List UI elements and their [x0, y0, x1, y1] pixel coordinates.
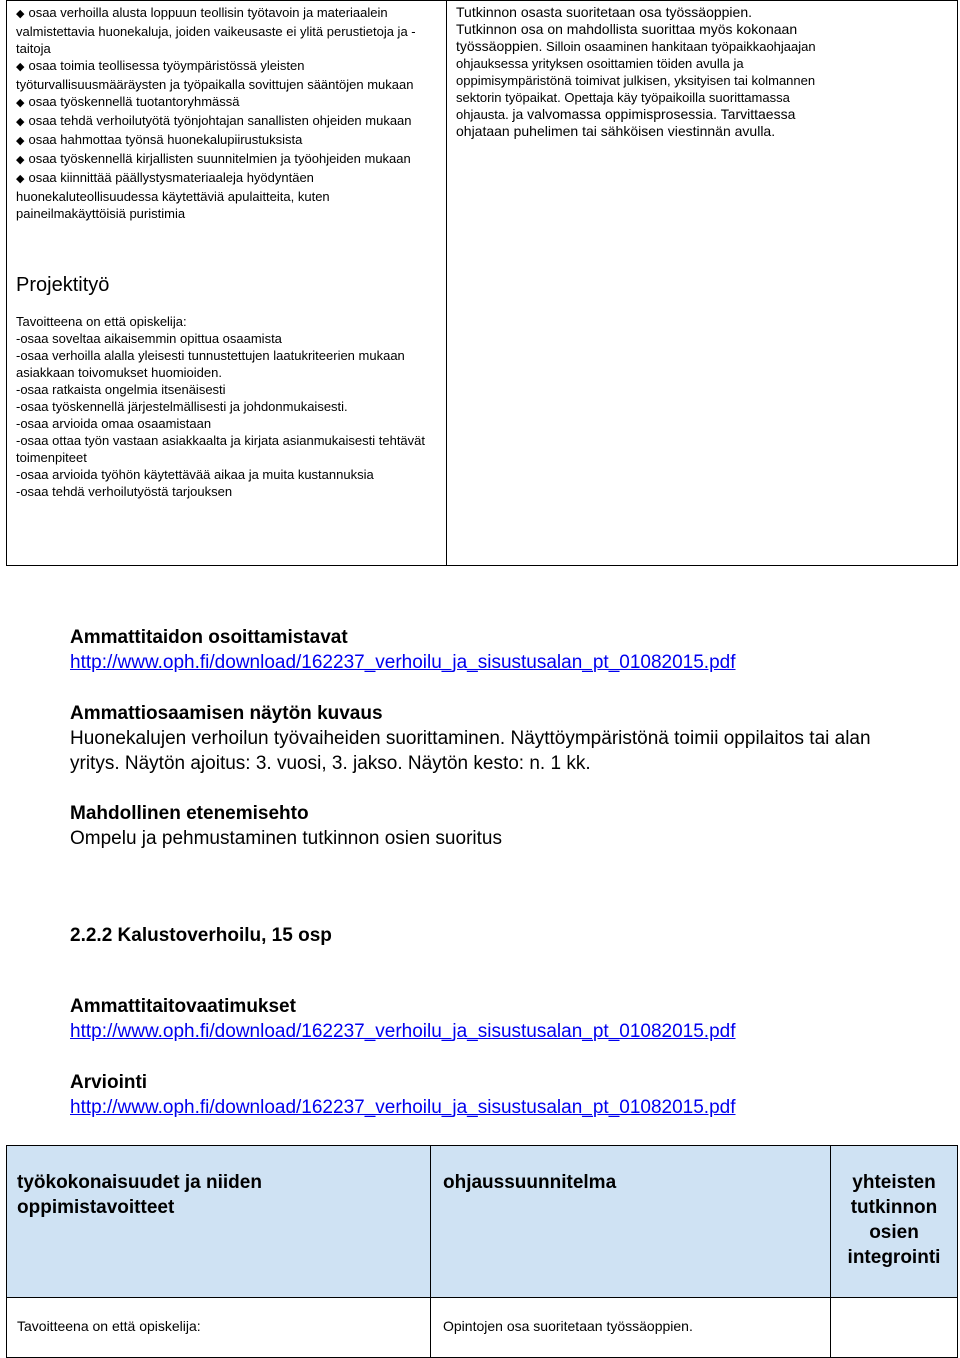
requirement-item: ◆ osaa toimia teollisessa työympäristössä yleisten työturvallisuusmääräysten ja työpaikalla sovittujen sääntöjen mukaan	[16, 58, 414, 92]
project-line: -osaa arvioida työhön käytettävää aikaa ja muita kustannuksia	[16, 467, 374, 482]
demonstration-methods-section	[70, 625, 890, 675]
requirement-item: ◆ osaa työskennellä tuotantoryhmässä	[16, 94, 240, 109]
diamond-bullet-icon: ◆	[16, 8, 25, 20]
requirement-item: ◆ osaa kiinnittää päällystysmateriaaleja hyödyntäen huonekaluteollisuudessa käytettäviä apulaitteita, kuten paineilmakäyttöisiä puristimia	[16, 170, 330, 221]
demonstration-description-section	[70, 701, 890, 776]
section-heading: Ammattitaitovaatimukset	[70, 996, 296, 1017]
oph-pdf-link[interactable]: http://www.oph.fi/download/162237_verhoilu_ja_sisustusalan_pt_01082015.pdf	[70, 1097, 736, 1118]
project-line: -osaa verhoilla alalla yleisesti tunnustettujen laatukriteerien mukaan asiakkaan toivomukset huomioiden.	[16, 348, 405, 380]
requirement-item: ◆ osaa hahmottaa työnsä huonekalupiirustuksista	[16, 132, 303, 147]
requirements-list	[16, 4, 436, 222]
diamond-bullet-icon: ◆	[16, 173, 25, 185]
requirement-item: ◆ osaa verhoilla alusta loppuun teollisin työtavoin ja materiaalein valmistettavia huonekaluja, joiden vaikeusaste ei ylitä perustietoja ja -taitoja	[16, 5, 416, 56]
project-intro: Tavoitteena on että opiskelija:	[16, 314, 187, 329]
diamond-bullet-icon: ◆	[16, 116, 25, 128]
diamond-bullet-icon: ◆	[16, 154, 25, 166]
project-line: -osaa arvioida omaa osaamistaan	[16, 416, 212, 431]
header-cell-guidance: ohjaussuunnitelma	[430, 1145, 831, 1298]
oph-pdf-link[interactable]: http://www.oph.fi/download/162237_verhoilu_ja_sisustusalan_pt_01082015.pdf	[70, 1021, 736, 1042]
project-line: -osaa työskennellä järjestelmällisesti ja johdonmukaisesti.	[16, 399, 348, 414]
progression-condition-section	[70, 801, 890, 851]
project-line: -osaa soveltaa aikaisemmin opittua osaamista	[16, 331, 282, 346]
section-heading: Arviointi	[70, 1072, 148, 1093]
body-cell-integration	[830, 1297, 958, 1358]
project-line: -osaa ottaa työn vastaan asiakkaalta ja kirjata asianmukaisesti tehtävät toimenpiteet	[16, 433, 426, 465]
project-title: Projektityö	[16, 274, 110, 296]
project-line: -osaa tehdä verhoilutyöstä tarjouksen	[16, 484, 233, 499]
section-text: Ompelu ja pehmustaminen tutkinnon osien suoritus	[70, 828, 502, 849]
guidance-text: Tutkinnon osasta suoritetaan osa työssäoppien. Tutkinnon osa on mahdollista suorittaa myös kokonaan työssäoppien. Silloin osaaminen hankitaan työpaikkaohjaajan ohjauksessa yrityksen osoittamien töiden avulla ja oppimisympäristönä toimivat julkisen, yksityisen tai kolmannen sektorin työpaikat. Opettaja käy työpaikoilla suorittamassa ohjausta. ja valvomassa oppimisprosessia. Tarvittaessa ohjataan puhelimen tai sähköisen viestinnän avulla.	[456, 4, 816, 139]
top-table-divider	[446, 0, 447, 566]
requirement-item: ◆ osaa tehdä verhoilutyötä työnjohtajan sanallisten ohjeiden mukaan	[16, 113, 412, 128]
section-text: Huonekalujen verhoilun työvaiheiden suorittaminen. Näyttöympäristönä toimii oppilaitos tai alan yritys. Näytön ajoitus: 3. vuosi, 3. jakso. Näytön kesto: n. 1 kk.	[70, 728, 871, 774]
project-line: -osaa ratkaista ongelmia itsenäisesti	[16, 382, 226, 397]
diamond-bullet-icon: ◆	[16, 135, 25, 147]
diamond-bullet-icon: ◆	[16, 61, 25, 73]
section-heading: Ammattiosaamisen näytön kuvaus	[70, 703, 383, 724]
section-heading: Mahdollinen etenemisehto	[70, 803, 309, 824]
oph-pdf-link[interactable]: http://www.oph.fi/download/162237_verhoilu_ja_sisustusalan_pt_01082015.pdf	[70, 652, 736, 673]
header-cell-goals: työkokonaisuudet ja niiden oppimistavoitteet	[6, 1145, 431, 1298]
project-goals	[16, 313, 434, 500]
body-cell-goals: Tavoitteena on että opiskelija:	[6, 1297, 431, 1358]
header-cell-integration: yhteisten tutkinnon osien integrointi	[830, 1145, 958, 1298]
skill-requirements-section	[70, 994, 890, 1044]
requirement-item: ◆ osaa työskennellä kirjallisten suunnitelmien ja työohjeiden mukaan	[16, 151, 411, 166]
assessment-section	[70, 1070, 890, 1120]
body-cell-guidance: Opintojen osa suoritetaan työssäoppien.	[430, 1297, 831, 1358]
unit-title: 2.2.2 Kalustoverhoilu, 15 osp	[70, 925, 332, 946]
diamond-bullet-icon: ◆	[16, 97, 25, 109]
section-heading: Ammattitaidon osoittamistavat	[70, 627, 348, 648]
